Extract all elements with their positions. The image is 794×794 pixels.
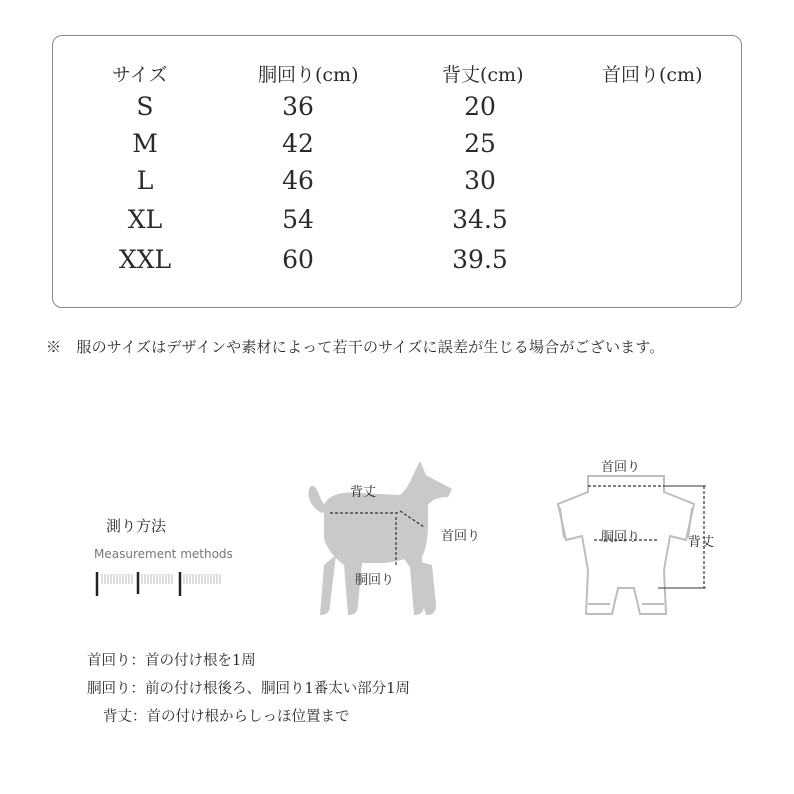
table-cell-size: M — [132, 129, 158, 158]
dog-label-back: 背丈 — [350, 485, 377, 500]
table-cell-back: 20 — [464, 92, 496, 121]
header-back: 背丈(cm) — [442, 64, 524, 86]
garment-label-chest: 胴回り — [601, 530, 641, 545]
method-subtitle: Measurement methods — [94, 547, 233, 561]
garment-label-neck: 首回り — [601, 460, 641, 475]
ruler-icon — [94, 570, 224, 600]
table-cell-size: S — [136, 92, 154, 121]
table-cell-back: 30 — [464, 166, 496, 195]
table-cell-back: 34.5 — [452, 205, 508, 234]
table-cell-size: L — [136, 166, 154, 195]
table-cell-chest: 36 — [282, 92, 314, 121]
explanation-neck: 首回り：首の付け根を1周 — [87, 653, 256, 669]
table-cell-back: 25 — [464, 129, 496, 158]
table-cell-size: XL — [127, 205, 163, 234]
header-neck: 首回り(cm) — [602, 64, 703, 86]
table-cell-size: XXL — [118, 245, 172, 274]
table-cell-chest: 54 — [282, 205, 314, 234]
table-cell-chest: 42 — [282, 129, 314, 158]
dog-label-neck: 首回り — [441, 529, 481, 544]
size-disclaimer-note: ※ 服のサイズはデザインや素材によって若干のサイズに誤差が生じる場合がございます。 — [46, 338, 665, 356]
garment-label-back: 背丈 — [688, 535, 715, 550]
table-cell-chest: 60 — [282, 245, 314, 274]
method-title: 測り方法 — [106, 517, 167, 535]
dog-label-chest: 胴回り — [355, 573, 395, 588]
table-cell-chest: 46 — [282, 166, 314, 195]
header-chest: 胴回り(cm) — [258, 64, 359, 86]
table-cell-back: 39.5 — [452, 245, 508, 274]
header-size: サイズ — [112, 64, 168, 86]
explanation-back: 背丈：首の付け根からしっほ位置まで — [103, 709, 350, 725]
explanation-chest: 胴回り：前の付け根後ろ、胴回り1番太い部分1周 — [87, 681, 410, 697]
